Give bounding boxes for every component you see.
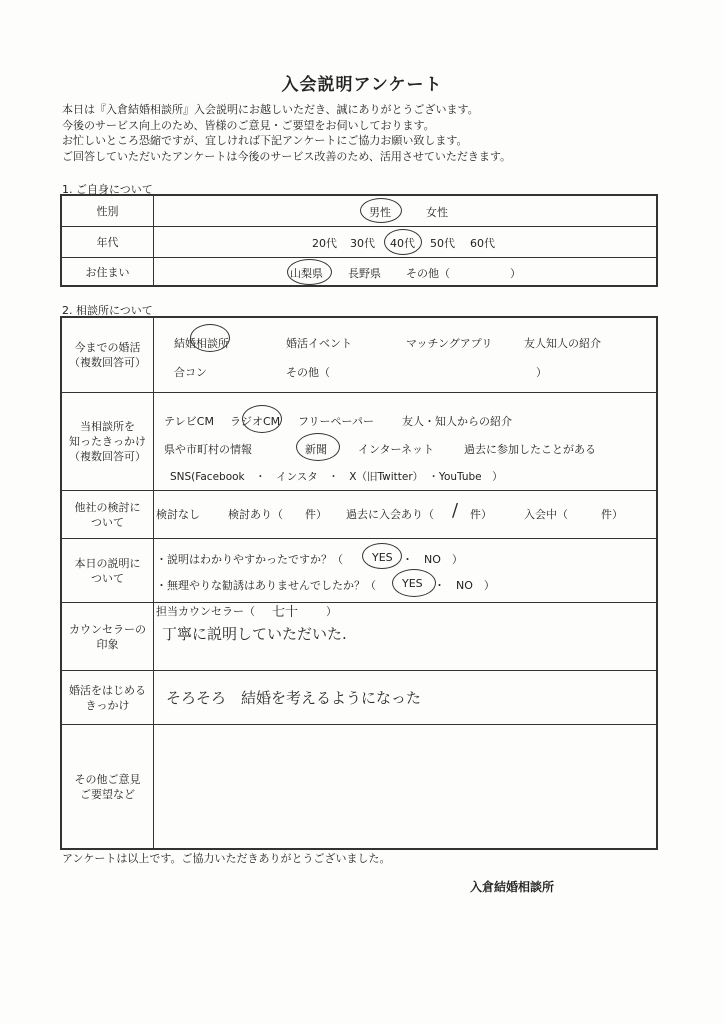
- selection-circle: [392, 569, 436, 597]
- option-sns[interactable]: SNS(Facebook ・ インスタ ・ X（旧Twitter） ・YouTube ）: [170, 471, 503, 483]
- option-referral[interactable]: 友人・知人からの紹介: [402, 415, 512, 428]
- counselor-close: ）: [326, 605, 337, 618]
- past-member-close: 件）: [470, 508, 492, 521]
- option-app[interactable]: マッチングアプリ: [406, 337, 493, 350]
- label-line: （複数回答可）: [69, 356, 146, 369]
- q-explanation-label: [62, 539, 154, 602]
- label-line: 他社の検討に: [74, 500, 141, 514]
- label-line: きっかけ: [85, 698, 130, 712]
- q-source-label: [62, 393, 154, 490]
- option-newspaper[interactable]: 新聞: [305, 443, 327, 456]
- q-motivation-row: [62, 671, 656, 725]
- option-nagano[interactable]: 長野県: [348, 267, 381, 280]
- selection-circle: [287, 259, 332, 285]
- option-none[interactable]: 検討なし: [156, 508, 200, 521]
- label-line: ついて: [91, 515, 124, 529]
- q-motivation-label: [62, 671, 154, 724]
- section1-title: 1. ご自身について: [62, 183, 153, 196]
- intro-line: 本日は『入倉結婚相談所』入会説明にお越しいただき、誠にありがとうございます。: [62, 103, 479, 116]
- handwritten-count: /: [452, 500, 459, 521]
- option-yamanashi[interactable]: 山梨県: [290, 267, 323, 280]
- label-line: 本日の説明に: [74, 556, 141, 570]
- answer-no-pressure[interactable]: ・ NO ）: [434, 579, 495, 592]
- option-past-member[interactable]: 過去に入会あり（: [346, 508, 434, 521]
- counselor-name: 七十: [272, 605, 299, 620]
- question-pressure: ・無理やりな勧誘はありませんでしたか？（: [156, 579, 376, 592]
- option-male[interactable]: 男性: [369, 206, 391, 219]
- q-other-agency-label: [62, 491, 154, 538]
- label-line: 印象: [96, 637, 119, 651]
- option-other[interactable]: その他（: [406, 267, 450, 280]
- option-female[interactable]: 女性: [426, 206, 448, 219]
- q-comments-row: [62, 725, 656, 848]
- option-municipal[interactable]: 県や市町村の情報: [164, 443, 252, 456]
- label-line: その他ご意見: [74, 772, 141, 786]
- selection-circle: [242, 405, 282, 433]
- selection-circle: [384, 229, 422, 255]
- option-30s[interactable]: 30代: [350, 237, 375, 250]
- intro-line: お忙しいところ恐縮ですが、宜しければ下記アンケートにご協力お願い致します。: [62, 134, 468, 147]
- q-history-label: [62, 318, 154, 392]
- option-40s[interactable]: 40代: [390, 237, 415, 250]
- residence-label: お住まい: [62, 258, 154, 287]
- company-name: 入倉結婚相談所: [470, 880, 555, 894]
- intro-line: 今後のサービス向上のため、皆様のご意見・ご要望をお伺いしております。: [62, 118, 435, 132]
- residence-row: [62, 258, 656, 287]
- section1-table: [60, 194, 658, 287]
- label-line: 婚活をはじめる: [69, 683, 146, 697]
- label-line: 当相談所を: [80, 420, 135, 433]
- option-current-member[interactable]: 入会中（ 件）: [524, 508, 623, 521]
- age-label: 年代: [62, 227, 154, 257]
- other-close: ）: [536, 366, 547, 379]
- label-line: （複数回答可）: [69, 450, 146, 463]
- q-source-row: [62, 393, 656, 491]
- option-past-event[interactable]: 過去に参加したことがある: [464, 443, 596, 456]
- option-goukon[interactable]: 合コン: [174, 366, 207, 379]
- option-tv[interactable]: テレビCM: [164, 415, 214, 428]
- option-50s[interactable]: 50代: [430, 237, 455, 250]
- selection-circle: [296, 433, 340, 461]
- counselor-label: 担当カウンセラー（: [156, 605, 255, 618]
- footer-text: アンケートは以上です。ご協力いただきありがとうございました。: [62, 852, 391, 865]
- selection-circle: [360, 198, 402, 223]
- section2-table: [60, 316, 658, 850]
- option-other[interactable]: その他（: [286, 366, 330, 379]
- option-freepaper[interactable]: フリーペーパー: [298, 415, 375, 428]
- q-other-agency-row: [62, 491, 656, 539]
- option-internet[interactable]: インターネット: [358, 443, 435, 456]
- gender-label: 性別: [62, 196, 154, 226]
- page-title: 入会説明アンケート: [281, 75, 443, 95]
- option-friend[interactable]: 友人知人の紹介: [524, 337, 601, 350]
- gender-row: [62, 196, 656, 227]
- answer-no-clarity[interactable]: ・ NO ）: [402, 553, 463, 566]
- option-considered[interactable]: 検討あり（ 件）: [228, 508, 327, 521]
- q-counselor-label: [62, 603, 154, 670]
- label-line: 今までの婚活: [74, 341, 141, 354]
- motivation-answer: そろそろ 結婚を考えるようになった: [166, 689, 422, 707]
- intro-text: [62, 102, 511, 164]
- q-comments-label: [62, 725, 154, 848]
- label-line: ご要望など: [80, 787, 135, 801]
- answer-yes-clarity[interactable]: YES: [372, 551, 393, 564]
- section2-title: 2. 相談所について: [62, 304, 153, 317]
- label-line: カウンセラーの: [69, 622, 146, 636]
- q-history-row: [62, 318, 656, 393]
- question-clarity: ・説明はわかりやすかったですか？（: [156, 553, 343, 566]
- option-agency[interactable]: 結婚相談所: [174, 337, 229, 350]
- label-line: 知ったきっかけ: [69, 435, 146, 448]
- q-counselor-row: [62, 603, 656, 671]
- q-explanation-row: [62, 539, 656, 603]
- selection-circle: [190, 324, 230, 352]
- option-event[interactable]: 婚活イベント: [286, 337, 352, 350]
- option-radio[interactable]: ラジオCM: [230, 415, 281, 428]
- answer-yes-pressure[interactable]: YES: [402, 577, 423, 590]
- age-row: [62, 227, 656, 258]
- option-60s[interactable]: 60代: [470, 237, 495, 250]
- intro-line: ご回答していただいたアンケートは今後のサービス改善のため、活用させていただきます。: [62, 149, 512, 163]
- option-20s[interactable]: 20代: [312, 237, 337, 250]
- selection-circle: [362, 543, 402, 569]
- other-close: ）: [510, 267, 521, 280]
- label-line: ついて: [91, 571, 124, 585]
- counselor-impression-answer: 丁寧に説明していただいた.: [162, 625, 347, 643]
